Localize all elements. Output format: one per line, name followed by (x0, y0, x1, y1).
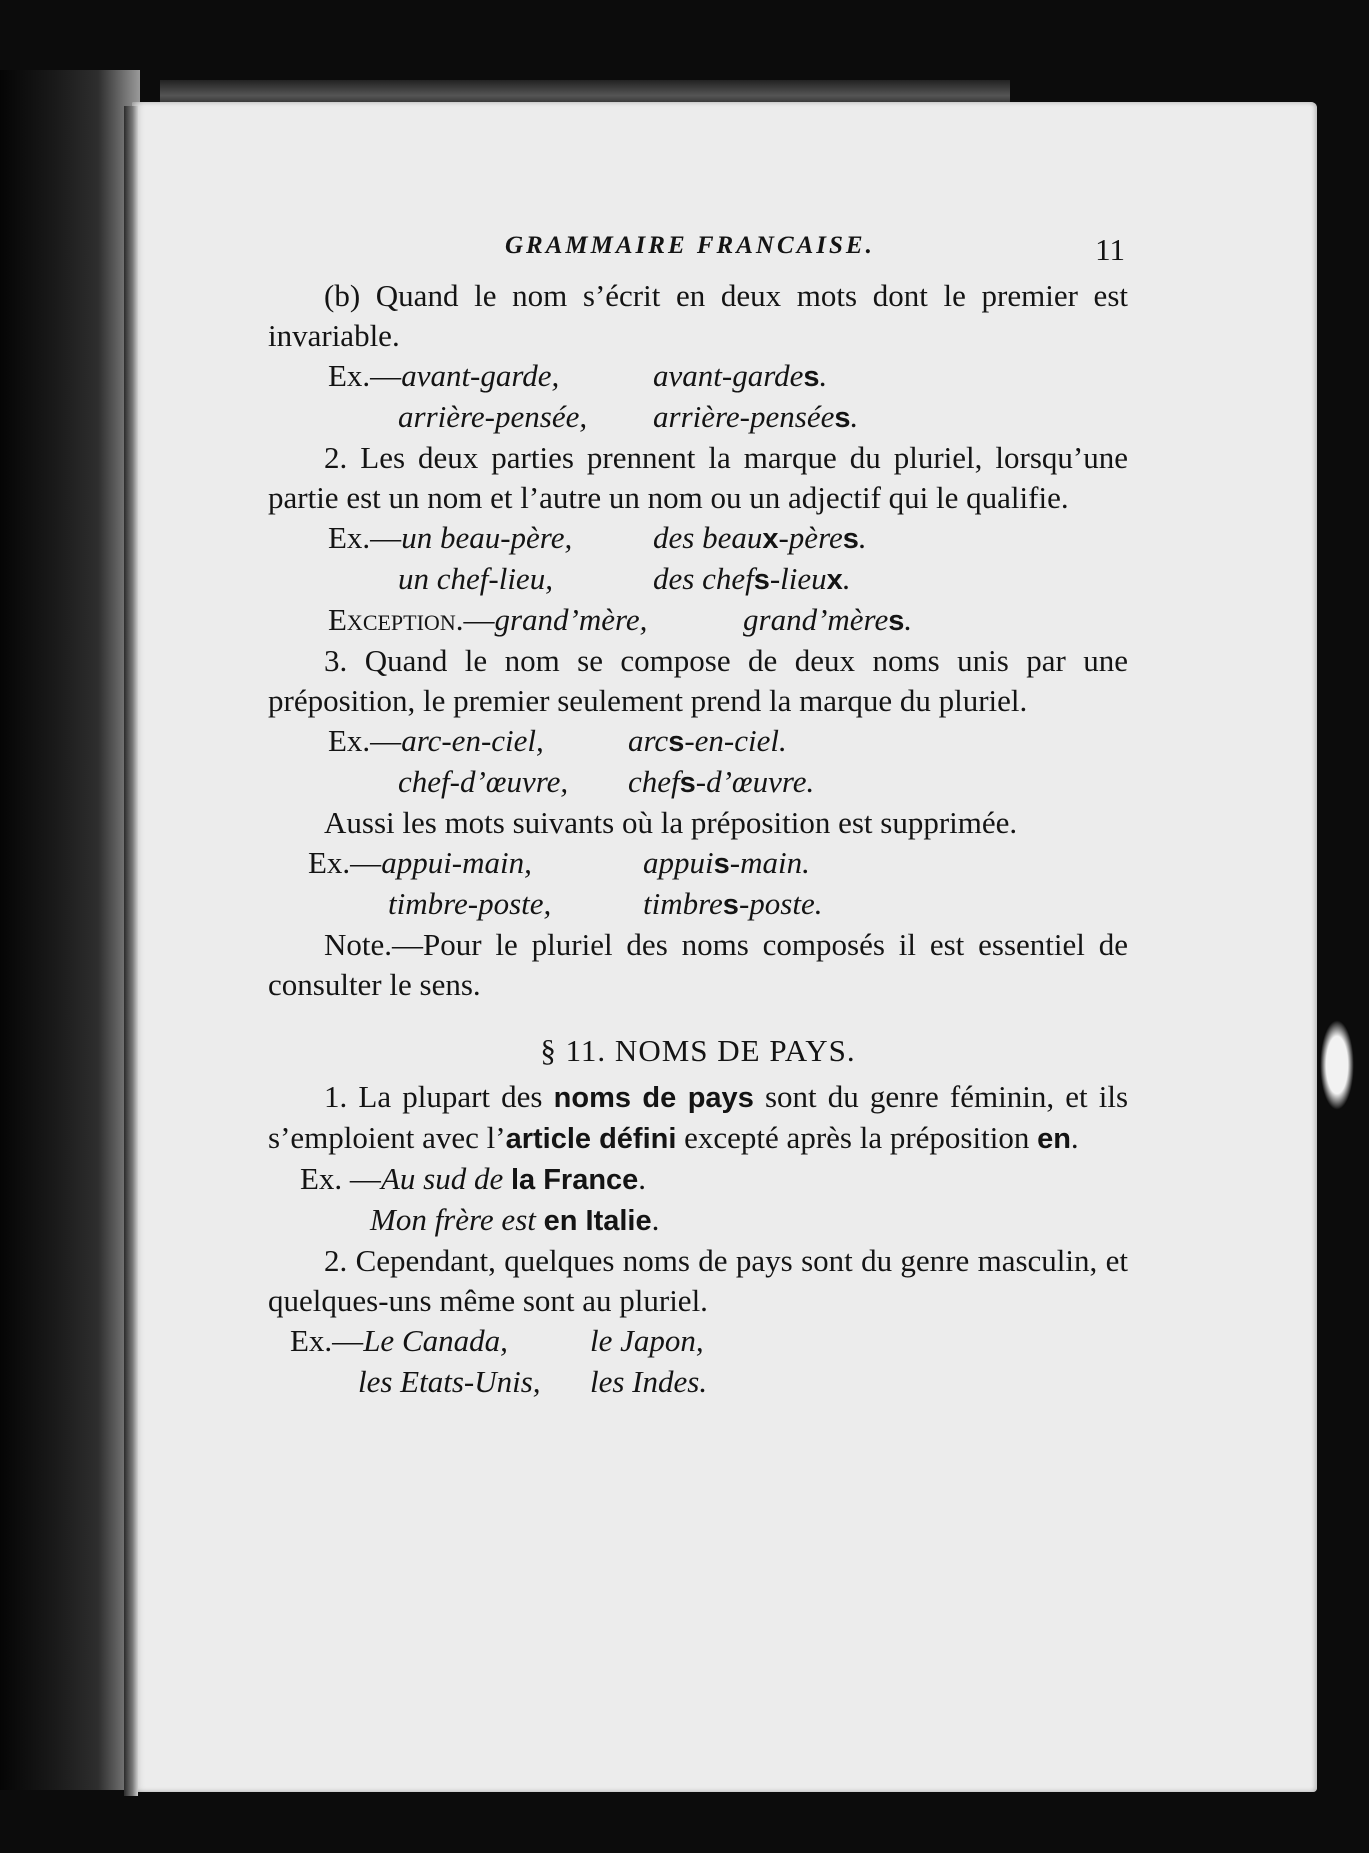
paragraph-b: (b) Quand le nom s’écrit en deux mots dont le premier est invariable. (268, 278, 1128, 353)
running-title: GRAMMAIRE FRANCAISE. (505, 232, 875, 259)
section-title: § 11. NOMS DE PAYS. (540, 1033, 856, 1068)
page-gutter (124, 106, 138, 1796)
paragraph-aussi: Aussi les mots suivants où la préposition est supprimée. (324, 805, 1018, 840)
example-row: les Etats-Unis, les Indes. (358, 1364, 708, 1399)
example-row: Mon frère est en Italie. (370, 1202, 660, 1237)
example-row (268, 397, 1128, 438)
example-row: chef-d’œuvre, chefs-d’œuvre. (398, 764, 815, 799)
example-singular: avant-garde, (401, 358, 560, 393)
example-plural: avant-gardes. (653, 358, 828, 393)
example-plural: des chefs-lieux. (653, 561, 851, 596)
book-binding-shadow (0, 70, 140, 1790)
example-row: Ex.—un beau-père, des beaux-pères. (268, 518, 1128, 559)
example-label: Ex.— (328, 358, 402, 393)
example-singular: arrière-pensée, (398, 399, 588, 434)
paragraph-rule-2: 2. Les deux parties prennent la marque du pluriel, lorsqu’une partie est un nom et l’autre un nom ou un adjectif qui le qualifie. (268, 440, 1128, 515)
example-plural: des beaux-pères. (653, 520, 867, 555)
example-plural: arrière-pensées. (653, 399, 859, 434)
example-row: Ex.—Le Canada, le Japon, (290, 1323, 704, 1358)
paragraph-section-11-2: 2. Cependant, quelques noms de pays sont du genre masculin, et quelques-uns même sont au pluriel. (268, 1243, 1128, 1318)
example-row: Ex.—arc-en-ciel, arcs-en-ciel. (328, 723, 787, 758)
paragraph-rule-3: 3. Quand le nom se compose de deux noms unis par une préposition, le premier seulement prend la marque du pluriel. (268, 643, 1128, 718)
paragraph-note: Note.—Pour le pluriel des noms composés il est essentiel de consulter le sens. (268, 927, 1128, 1002)
example-row: Ex.—appui-main, appuis-main. (308, 845, 810, 880)
exception-row: Exception.—grand’mère, grand’mères. (328, 602, 913, 637)
page-number: 11 (1095, 232, 1125, 267)
example-row: Ex. —Au sud de la France. (300, 1161, 647, 1196)
page-damage-mark (1320, 1020, 1354, 1110)
example-row: un chef-lieu, des chefs-lieux. (268, 559, 1128, 600)
example-row: timbre-poste, timbres-poste. (388, 886, 823, 921)
paragraph-section-11-1: 1. La plupart des noms de pays sont du genre féminin, et ils s’emploient avec l’article défini excepté après la préposition en. (268, 1079, 1129, 1155)
example-row (268, 356, 1128, 397)
page-body (268, 228, 1128, 1403)
